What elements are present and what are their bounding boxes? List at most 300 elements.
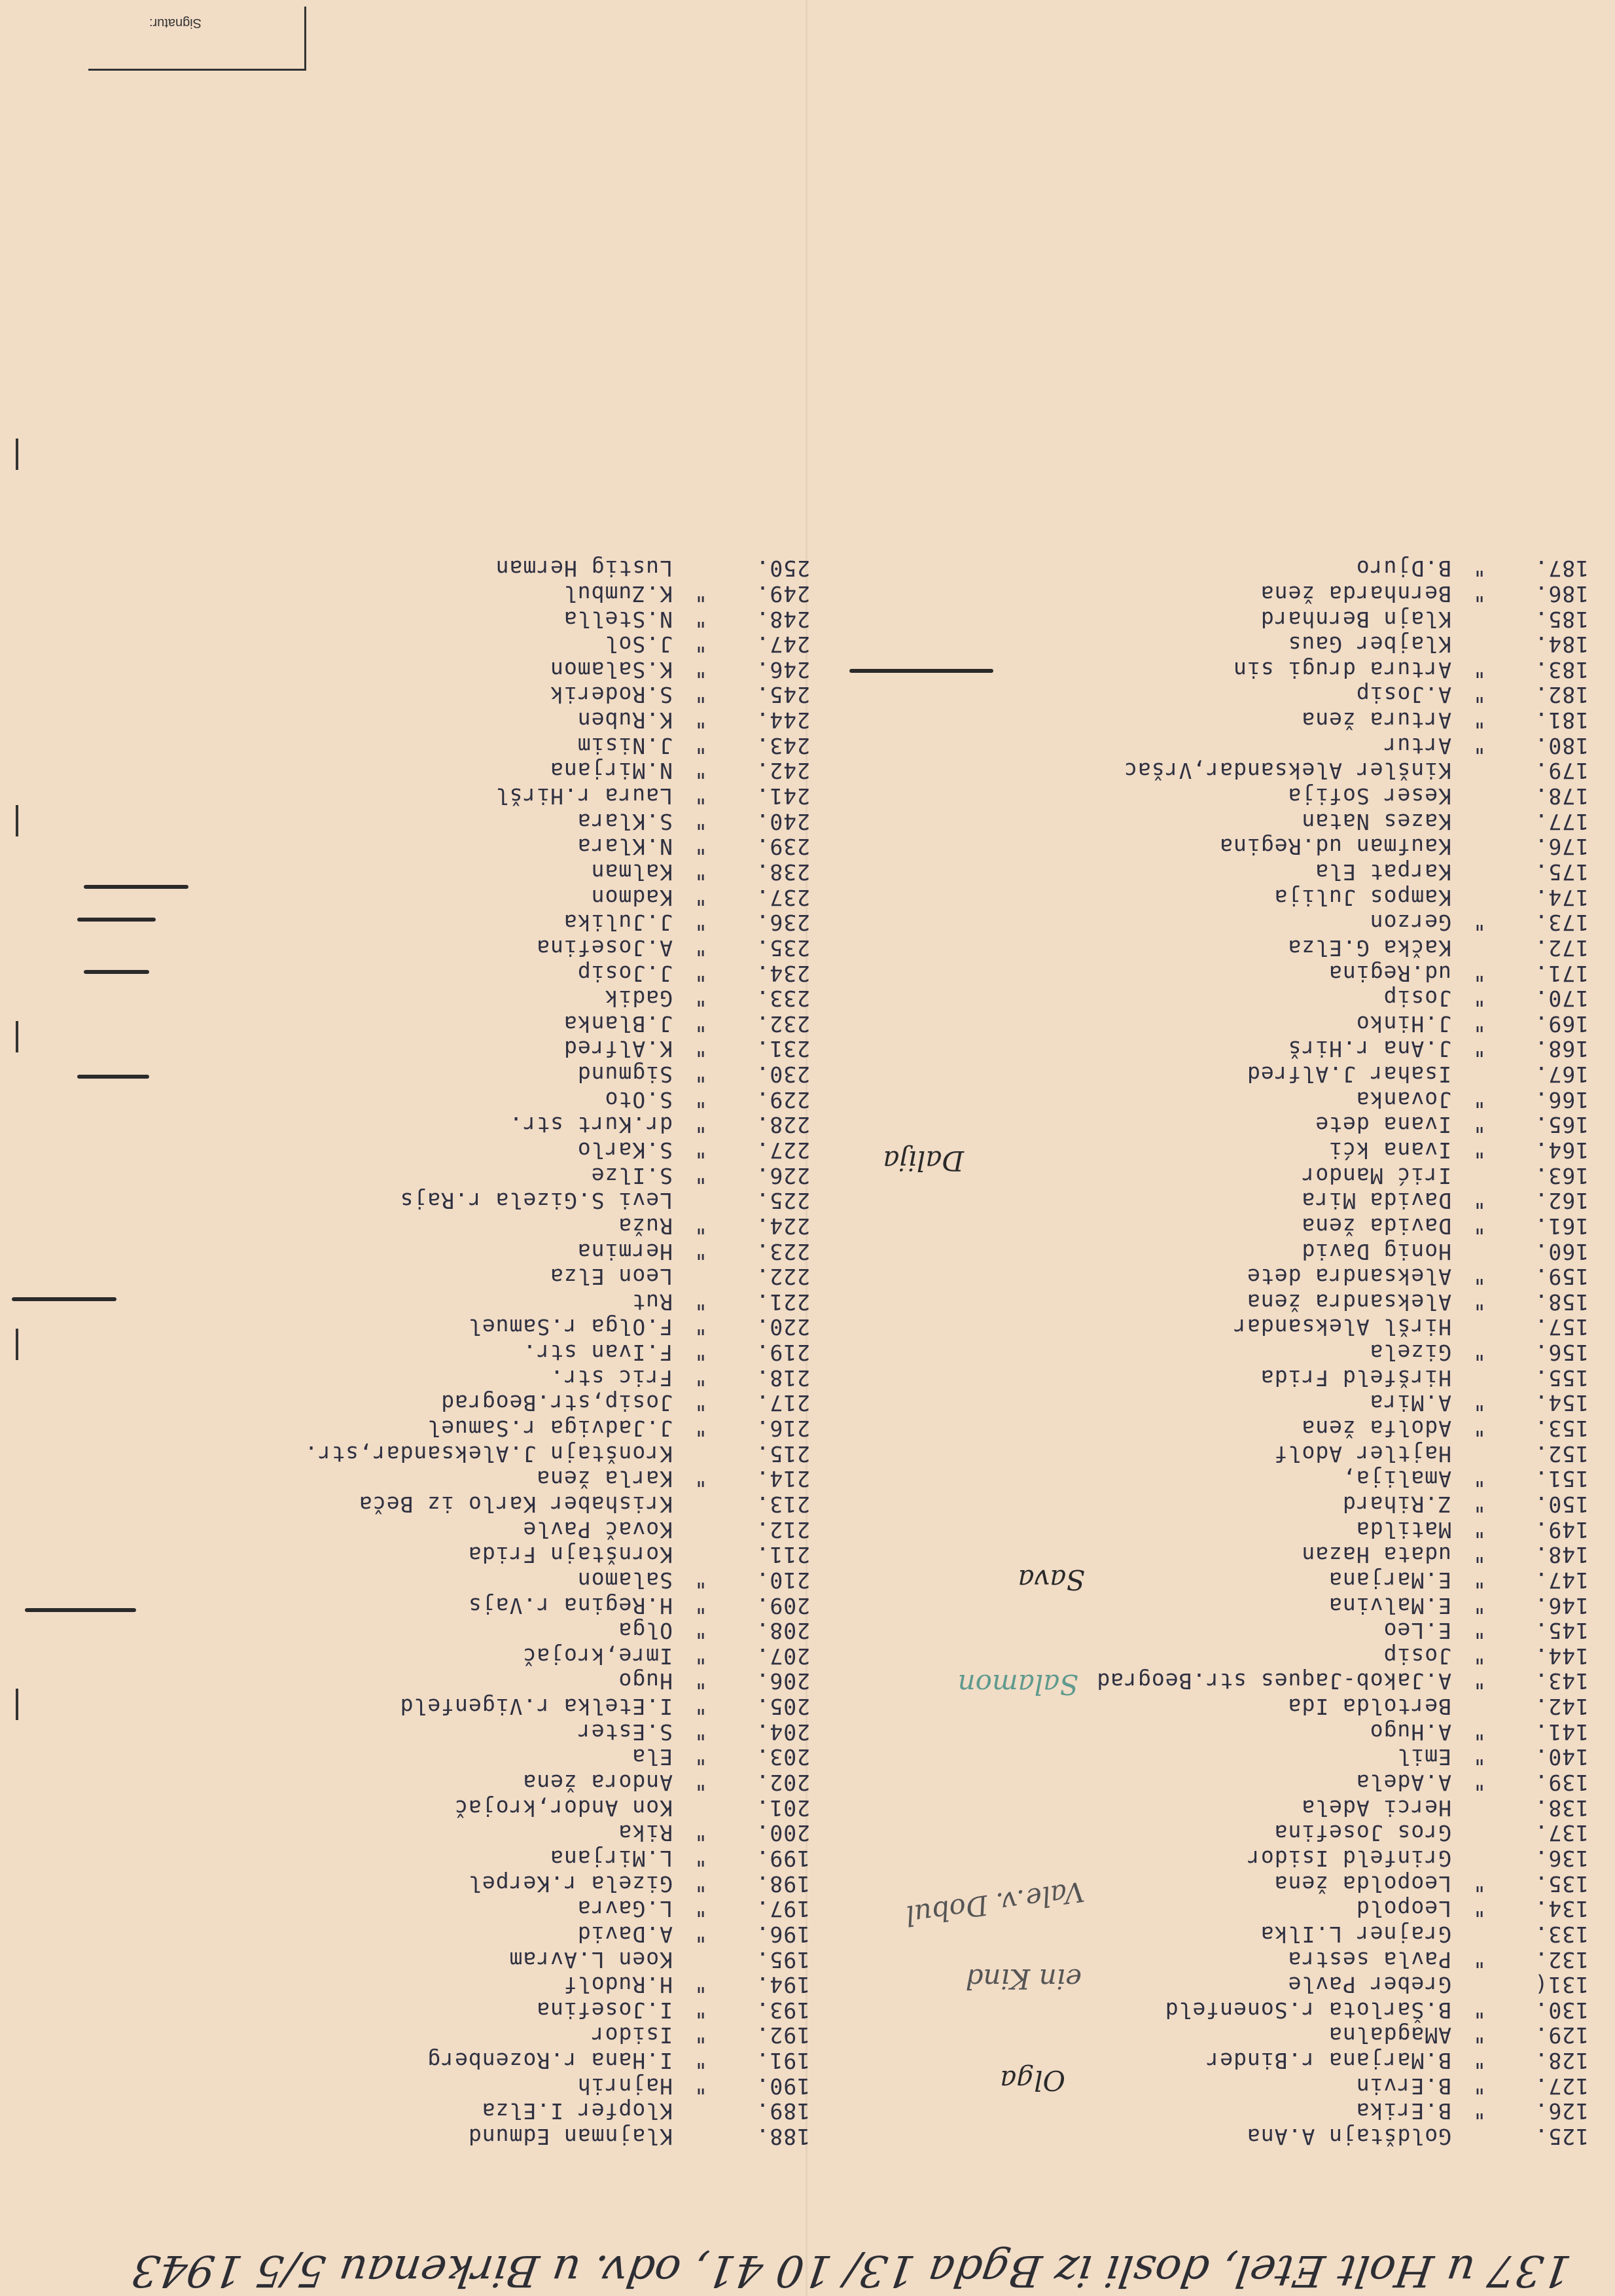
entry-number: 171. [1534, 960, 1589, 986]
entry-name: Grinfeld Isidor [1246, 1845, 1451, 1871]
entry-number: 222. [755, 1264, 810, 1290]
entry-name: Fric str. [550, 1365, 673, 1391]
entry-number: 202. [755, 1770, 810, 1796]
list-item [810, 1820, 1589, 1846]
ditto-mark: " [1472, 1592, 1486, 1619]
entry-name: B.Šarlota r.Sonenfeld [1164, 1997, 1451, 2023]
entry-name: Gizela r.Kerpel [467, 1871, 673, 1897]
list-item [810, 2022, 1589, 2048]
list-item [810, 1264, 1589, 1289]
list-item [810, 707, 1589, 732]
list-item [25, 1719, 810, 1744]
ditto-mark: " [694, 1694, 707, 1720]
entry-number: 249. [755, 581, 810, 607]
entry-name: dr.Kurt str. [508, 1112, 673, 1138]
annotation-olga: Olga [1000, 2064, 1065, 2096]
margin-tick [16, 1329, 18, 1360]
entry-number: 203. [755, 1744, 810, 1770]
list-item [25, 1137, 810, 1162]
entry-name: Andora žena [522, 1770, 673, 1796]
entry-number: 168. [1534, 1036, 1589, 1062]
ditto-mark: " [1472, 1188, 1486, 1214]
ditto-mark: " [1472, 1289, 1486, 1315]
entry-number: 215. [755, 1441, 810, 1467]
annotation-sava: Sava [1018, 1564, 1085, 1596]
list-item [810, 884, 1589, 910]
entry-name: Ruža [618, 1213, 673, 1239]
entry-name: Hermina [577, 1238, 673, 1265]
entry-name: B.Marjana r.Binder [1205, 2048, 1451, 2074]
ditto-mark: " [1472, 2022, 1486, 2049]
entry-name: A.Mira [1369, 1390, 1451, 1416]
entry-number: 163. [1534, 1162, 1589, 1189]
list-item [25, 1668, 810, 1694]
entry-number: 154. [1534, 1390, 1589, 1416]
entry-number: 246. [755, 656, 810, 683]
list-item [25, 1921, 810, 1946]
list-item [810, 2098, 1589, 2124]
entry-name: Matilda [1355, 1516, 1451, 1543]
list-item [810, 1618, 1589, 1643]
entry-name: Goldštajn A.Ana [1246, 2124, 1451, 2149]
entry-name: udata Hazan [1301, 1542, 1451, 1568]
list-item [25, 808, 810, 834]
entry-name: I.Hana r.Rozenberg [427, 2048, 673, 2074]
signature-label: Signatur: [149, 16, 202, 30]
entry-number: 198. [755, 1871, 810, 1897]
ditto-mark: " [694, 834, 707, 860]
entry-name: A.Josefina [536, 935, 673, 961]
list-item [25, 1011, 810, 1036]
entry-name: Koen L.Avram [508, 1946, 673, 1973]
entry-number: 185. [1534, 606, 1589, 632]
entry-name: Amalija, [1342, 1466, 1451, 1492]
ditto-mark: " [1472, 1744, 1486, 1770]
entry-name: Josip [1383, 1643, 1451, 1669]
entry-number: 177. [1534, 808, 1589, 834]
ditto-mark: " [1472, 986, 1486, 1012]
strike-mark [84, 885, 188, 889]
list-item [810, 1314, 1589, 1340]
ditto-mark: " [1472, 960, 1486, 986]
list-item [25, 1871, 810, 1896]
entry-name: Hiršfeld Frida [1260, 1365, 1451, 1391]
entry-number: 129. [1534, 2022, 1589, 2049]
ditto-mark: " [694, 708, 707, 734]
entry-name: AMagdalna [1328, 2022, 1451, 2049]
entry-number: 220. [755, 1314, 810, 1340]
entry-number: 230. [755, 1062, 810, 1088]
ditto-mark: " [1472, 1138, 1486, 1164]
entry-number: 139. [1534, 1770, 1589, 1796]
entry-number: 155. [1534, 1365, 1589, 1391]
list-item [810, 632, 1589, 657]
list-item [25, 2022, 810, 2048]
ditto-mark: " [694, 1416, 707, 1442]
entry-number: 204. [755, 1719, 810, 1745]
ditto-mark: " [694, 1770, 707, 1796]
entry-number: 194. [755, 1972, 810, 1998]
entry-name: Laura r.Hiršl [495, 783, 673, 810]
ditto-mark: " [1472, 1946, 1486, 1973]
list-item [810, 1542, 1589, 1568]
entry-number: 190. [755, 2073, 810, 2099]
entry-name: Hiršl Aleksandar [1233, 1314, 1451, 1340]
list-item [25, 1643, 810, 1668]
ditto-mark: " [694, 1668, 707, 1695]
list-item [810, 1795, 1589, 1820]
entry-number: 143. [1534, 1668, 1589, 1695]
entry-name: B.Erika [1355, 2098, 1451, 2125]
entry-name: Levi S.Gizela r.Rajs [399, 1188, 673, 1214]
ditto-mark: " [694, 1086, 707, 1113]
entry-name: Pavla sestra [1287, 1946, 1451, 1973]
entry-number: 232. [755, 1011, 810, 1037]
entry-name: Isidor [590, 2022, 673, 2049]
list-item [25, 1289, 810, 1314]
ditto-mark: " [1472, 1011, 1486, 1037]
entry-name: Sigmund [577, 1062, 673, 1088]
ditto-mark: " [1472, 910, 1486, 936]
ditto-mark: " [1472, 581, 1486, 607]
entry-number: 199. [755, 1845, 810, 1871]
list-item [810, 960, 1589, 986]
entry-name: Gros Josefina [1273, 1820, 1451, 1846]
entry-number: 156. [1534, 1340, 1589, 1366]
list-item [25, 581, 810, 606]
list-item [810, 1188, 1589, 1213]
entry-name: Rika [618, 1820, 673, 1846]
entry-number: 201. [755, 1795, 810, 1821]
entry-number: 180. [1534, 732, 1589, 759]
ditto-mark: " [694, 1036, 707, 1062]
entry-name: Bertolda Ida [1287, 1694, 1451, 1720]
list-item [810, 1415, 1589, 1441]
ditto-mark: " [694, 1466, 707, 1492]
entry-name: Davida žena [1301, 1213, 1451, 1239]
entry-name: Krishaber Karlo iz Beča [359, 1491, 673, 1517]
entry-number: 208. [755, 1618, 810, 1644]
ditto-mark: " [694, 1744, 707, 1770]
entry-number: 138. [1534, 1795, 1589, 1821]
margin-tick [16, 1021, 18, 1052]
entry-number: 235. [755, 935, 810, 961]
ditto-mark: " [694, 1238, 707, 1265]
entry-number: 200. [755, 1820, 810, 1846]
list-item [25, 1516, 810, 1542]
list-item [25, 1213, 810, 1238]
entry-name: Irić Mandor [1301, 1162, 1451, 1189]
ditto-mark: " [694, 2048, 707, 2074]
list-item [810, 1441, 1589, 1466]
entry-name: Kalman [590, 859, 673, 885]
ditto-mark: " [694, 783, 707, 810]
ditto-mark: " [694, 2022, 707, 2049]
entry-number: 196. [755, 1921, 810, 1947]
handwritten-header: 137 u Holt Etel, dosli iz Bgda 13/ 10 41, odv. u Birkenau 5/5 1943 [128, 2246, 1574, 2296]
entry-number: 161. [1534, 1213, 1589, 1239]
entry-name: Klajn Bernhard [1260, 606, 1451, 632]
ditto-mark: " [694, 656, 707, 683]
entry-number: 173. [1534, 910, 1589, 936]
entry-number: 216. [755, 1416, 810, 1442]
entry-number: 226. [755, 1162, 810, 1189]
ditto-mark: " [694, 1390, 707, 1416]
entry-name: Klajnman Edmund [467, 2124, 673, 2149]
entry-name: Kadmon [590, 884, 673, 910]
entry-name: Kon Andor,krojač [454, 1795, 673, 1821]
entry-number: 228. [755, 1112, 810, 1138]
entry-number: 135. [1534, 1871, 1589, 1897]
entry-number: 151. [1534, 1466, 1589, 1492]
entry-number: 133. [1534, 1921, 1589, 1947]
entry-number: 146. [1534, 1592, 1589, 1619]
entry-number: 169. [1534, 1011, 1589, 1037]
ditto-mark: " [1472, 1896, 1486, 1922]
list-item [810, 1466, 1589, 1492]
entry-number: 243. [755, 732, 810, 759]
ditto-mark: " [694, 732, 707, 759]
ditto-mark: " [1472, 1112, 1486, 1138]
ditto-mark: " [694, 1719, 707, 1745]
list-item [25, 1542, 810, 1568]
ditto-mark: " [1472, 656, 1486, 683]
entry-number: 210. [755, 1567, 810, 1593]
entry-number: 183. [1534, 656, 1589, 683]
ditto-mark: " [694, 1062, 707, 1088]
list-item [810, 808, 1589, 834]
entry-name: S.Ilze [590, 1162, 673, 1189]
entry-number: 227. [755, 1138, 810, 1164]
entry-name: Artura žena [1301, 708, 1451, 734]
annotation-dalija: Dalija [883, 1145, 964, 1177]
entry-number: 238. [755, 859, 810, 885]
ditto-mark: " [1472, 1542, 1486, 1568]
ditto-mark: " [1472, 1416, 1486, 1442]
list-item [810, 1061, 1589, 1086]
ditto-mark: " [694, 1567, 707, 1593]
entry-name: S.Oto [604, 1086, 673, 1113]
ditto-mark: " [1472, 1086, 1486, 1113]
entry-name: B.Djuro [1355, 556, 1451, 582]
list-item [810, 606, 1589, 632]
entry-number: 207. [755, 1643, 810, 1669]
entry-name: S.Roderik [550, 682, 673, 708]
entry-number: 224. [755, 1213, 810, 1239]
ditto-mark: " [694, 2073, 707, 2099]
list-item [25, 1188, 810, 1213]
ditto-mark: " [1472, 1618, 1486, 1644]
entry-name: Grajner L.Ilka [1260, 1921, 1451, 1947]
ditto-mark: " [694, 986, 707, 1012]
list-item [810, 1011, 1589, 1036]
list-item [25, 606, 810, 632]
ditto-mark: " [694, 935, 707, 961]
entry-name: Davida Mira [1301, 1188, 1451, 1214]
entry-number: 149. [1534, 1516, 1589, 1543]
entry-name: Hajtler Adolf [1273, 1441, 1451, 1467]
list-item [810, 556, 1589, 581]
ditto-mark: " [1472, 1466, 1486, 1492]
list-item [25, 1567, 810, 1592]
list-item [25, 1238, 810, 1264]
entry-number: 127. [1534, 2073, 1589, 2099]
entry-name: Hugo [618, 1668, 673, 1695]
list-item [810, 1668, 1589, 1694]
strike-mark [12, 1297, 116, 1301]
entry-name: A.Josip [1355, 682, 1451, 708]
entry-name: A.Adela [1355, 1770, 1451, 1796]
entry-number: 211. [755, 1542, 810, 1568]
ditto-mark: " [694, 1997, 707, 2023]
list-item [810, 1744, 1589, 1770]
list-item [25, 935, 810, 960]
ditto-mark: " [694, 1138, 707, 1164]
entry-number: 128. [1534, 2048, 1589, 2074]
ditto-mark: " [1472, 1719, 1486, 1745]
list-item [25, 1112, 810, 1138]
entry-name: Kaufman ud.Regina [1219, 834, 1451, 860]
ditto-mark: " [694, 606, 707, 632]
list-item [25, 1769, 810, 1795]
entry-number: 229. [755, 1086, 810, 1113]
entry-name: Ivana kći [1328, 1138, 1451, 1164]
entry-number: 214. [755, 1466, 810, 1492]
entry-name: Adolfa žena [1301, 1416, 1451, 1442]
list-item [25, 2047, 810, 2073]
entry-name: Kornštajn Frida [467, 1542, 673, 1568]
margin-tick [16, 439, 18, 470]
entry-number: 187. [1534, 556, 1589, 582]
entry-number: 182. [1534, 682, 1589, 708]
entry-name: E.Marjana [1328, 1567, 1451, 1593]
list-item [810, 1340, 1589, 1365]
entry-name: J.Nisim [577, 732, 673, 759]
ditto-mark: " [694, 1112, 707, 1138]
entry-name: E.Leo [1383, 1618, 1451, 1644]
entry-name: Leopolda žena [1273, 1871, 1451, 1897]
list-item [25, 1618, 810, 1643]
entry-name: Jovanka [1355, 1086, 1451, 1113]
entry-name: N.Mirjana [550, 758, 673, 784]
entry-number: 172. [1534, 935, 1589, 961]
entry-name: S.Ester [577, 1719, 673, 1745]
entry-name: H.Regina r.Vajs [467, 1592, 673, 1619]
list-item [25, 986, 810, 1011]
entry-number: 164. [1534, 1138, 1589, 1164]
ditto-mark: " [694, 632, 707, 658]
list-item [810, 1592, 1589, 1618]
entry-name: J.Josip [577, 960, 673, 986]
list-item [810, 783, 1589, 808]
ditto-mark: " [1472, 2073, 1486, 2099]
list-item [810, 1213, 1589, 1238]
entry-number: 206. [755, 1668, 810, 1695]
entry-name: Gadik [604, 986, 673, 1012]
list-item [810, 2047, 1589, 2073]
ditto-mark: " [1472, 2048, 1486, 2074]
ditto-mark: " [694, 1921, 707, 1947]
entry-name: J.Blanka [563, 1011, 673, 1037]
entry-name: S.Klara [577, 808, 673, 834]
entry-number: 176. [1534, 834, 1589, 860]
ditto-mark: " [1472, 1264, 1486, 1290]
entry-name: Bernharda žena [1260, 581, 1451, 607]
entry-number: 144. [1534, 1643, 1589, 1669]
annotation-salamon: Salamon [957, 1668, 1078, 1700]
entry-name: Josip,str.Beograd [440, 1390, 673, 1416]
list-item [810, 758, 1589, 783]
list-item [25, 1491, 810, 1516]
list-item [810, 910, 1589, 935]
list-item [25, 783, 810, 808]
ditto-mark: " [694, 1340, 707, 1366]
entry-name: Keser Sofija [1287, 783, 1451, 810]
list-item [25, 556, 810, 581]
entry-name: K.Salamon [550, 656, 673, 683]
entry-name: L.Gavra [577, 1896, 673, 1922]
list-item [810, 1871, 1589, 1896]
entry-name: K.Zumbul [563, 581, 673, 607]
entry-name: F.Olga r.Samuel [467, 1314, 673, 1340]
list-item [810, 935, 1589, 960]
list-item [25, 1390, 810, 1416]
entry-name: Leopold [1355, 1896, 1451, 1922]
list-item [25, 1314, 810, 1340]
entry-number: 160. [1534, 1238, 1589, 1265]
list-item [25, 834, 810, 859]
ditto-mark: " [694, 1314, 707, 1340]
ditto-mark: " [694, 758, 707, 784]
list-item [25, 1744, 810, 1770]
entry-name: K.Alfred [563, 1036, 673, 1062]
entry-name: Salamon [577, 1567, 673, 1593]
entry-number: 225. [755, 1188, 810, 1214]
ditto-mark: " [694, 1011, 707, 1037]
entry-number: 245. [755, 682, 810, 708]
entry-name: H.Rudolf [563, 1972, 673, 1998]
list-item [810, 859, 1589, 884]
list-item [810, 1365, 1589, 1390]
list-item [25, 1466, 810, 1492]
ditto-mark: " [1472, 1340, 1486, 1366]
entry-name: Z.Rihard [1342, 1491, 1451, 1517]
list-item [25, 859, 810, 884]
ditto-mark: " [694, 1365, 707, 1391]
list-item [810, 834, 1589, 859]
list-item [810, 1845, 1589, 1871]
list-item [810, 1997, 1589, 2022]
margin-tick [16, 1689, 18, 1720]
ditto-mark: " [694, 1162, 707, 1189]
entry-number: 141. [1534, 1719, 1589, 1745]
list-item [810, 1946, 1589, 1972]
strike-mark [849, 669, 993, 673]
list-item [810, 1491, 1589, 1516]
list-item [810, 1086, 1589, 1112]
entry-number: 218. [755, 1365, 810, 1391]
entry-number: 181. [1534, 708, 1589, 734]
list-item [25, 1972, 810, 1998]
entry-name: Greber Pavle [1287, 1972, 1451, 1998]
list-item [25, 1997, 810, 2022]
entry-number: 219. [755, 1340, 810, 1366]
list-item [810, 1112, 1589, 1138]
entry-name: Ela [631, 1744, 673, 1770]
entry-name: Artura drugi sin [1233, 656, 1451, 683]
strike-mark [84, 970, 149, 974]
strike-mark [77, 1075, 149, 1079]
